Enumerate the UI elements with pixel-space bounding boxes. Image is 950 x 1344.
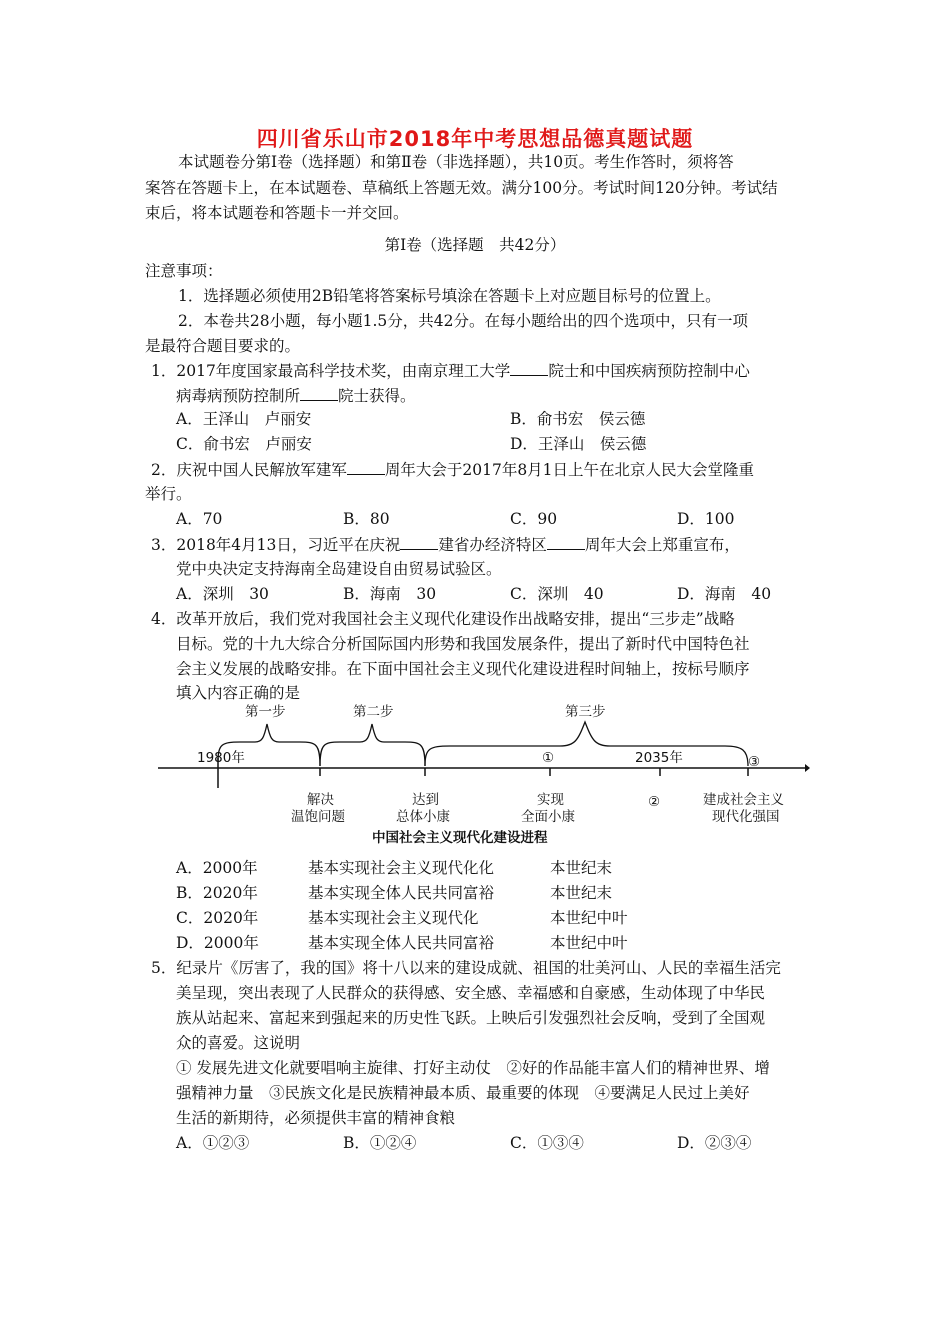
q1-blank-2 — [300, 385, 338, 401]
q2-line-1 — [151, 459, 754, 480]
step-3-label: 第三步 — [565, 704, 606, 720]
q3-blank-2 — [547, 534, 585, 550]
q5-line-2: 美呈现，突出表现了人民群众的获得感、安全感、幸福感和自豪感，生动体现了中华民 — [176, 984, 766, 1002]
label-qiangguo-b: 现代化强国 — [712, 809, 780, 825]
q1-option-a: A．王泽山 卢丽安 — [176, 410, 312, 428]
q4-option-a-year: A．2000年 — [176, 859, 258, 877]
brace-step-3 — [425, 722, 748, 766]
q4-line-3: 会主义发展的战略安排。在下面中国社会主义现代化建设进程时间轴上，按标号顺序 — [176, 660, 750, 678]
intro-line-3: 束后，将本试题卷和答题卡一并交回。 — [145, 204, 409, 222]
q2-option-b: B．80 — [343, 510, 390, 528]
q5-line-1: 5．纪录片《厉害了，我的国》将十八以来的建设成就、祖国的壮美河山、人民的幸福生活完 — [151, 959, 781, 977]
timeline-caption: 中国社会主义现代化建设进程 — [372, 830, 548, 846]
q4-option-d-end: 本世纪中叶 — [550, 934, 628, 952]
timeline-arrow — [805, 764, 810, 772]
label-wenbao-a: 解决 — [307, 792, 334, 808]
q4-option-d-year: D．2000年 — [176, 934, 259, 952]
step-2-label: 第二步 — [353, 704, 394, 720]
q2-blank — [347, 459, 385, 475]
q2-option-a: A．70 — [176, 510, 223, 528]
q2-option-d: D．100 — [677, 510, 735, 528]
q3-text-b: 建省办经济特区 — [438, 536, 547, 554]
q1-line-2 — [176, 385, 416, 406]
q4-option-a-end: 本世纪末 — [550, 859, 613, 877]
q5-option-c: C．①③④ — [510, 1134, 584, 1152]
step-1-label: 第一步 — [245, 704, 286, 720]
notes-item-1: 1．选择题必须使用2B铅笔将答案标号填涂在答题卡上对应题目标号的位置上。 — [178, 287, 721, 305]
q3-line-1 — [151, 534, 740, 555]
timeline-diagram — [150, 700, 810, 850]
q1-text-b: 院士和中国疾病预防控制中心 — [548, 362, 750, 380]
q2-line-2: 举行。 — [145, 485, 192, 503]
q4-line-4: 填入内容正确的是 — [176, 684, 301, 702]
q5-option-a: A．①②③ — [176, 1134, 250, 1152]
q3-option-d: D．海南 40 — [677, 585, 772, 603]
q1-text-a: 1．2017年度国家最高科学技术奖，由南京理工大学 — [151, 362, 511, 380]
notes-heading: 注意事项： — [145, 262, 223, 280]
mark-3: ③ — [748, 754, 761, 770]
q1-blank-1 — [510, 360, 548, 376]
q1-option-c: C．俞书宏 卢丽安 — [176, 435, 312, 453]
q4-option-d-mid: 基本实现全体人民共同富裕 — [308, 934, 495, 952]
q3-text-a: 3．2018年4月13日，习近平在庆祝 — [151, 536, 401, 554]
q1-option-b: B．俞书宏 侯云德 — [510, 410, 646, 428]
label-zongti-a: 达到 — [412, 792, 439, 808]
mark-2: ② — [648, 794, 661, 810]
q1-option-d: D．王泽山 侯云德 — [510, 435, 647, 453]
q2-text-a: 2．庆祝中国人民解放军建军 — [151, 461, 347, 479]
q4-option-c-year: C．2020年 — [176, 909, 259, 927]
mark-1: ① — [542, 750, 555, 766]
q4-option-b-mid: 基本实现全体人民共同富裕 — [308, 884, 495, 902]
q5-line-4: 众的喜爱。这说明 — [176, 1034, 301, 1052]
q4-option-b-end: 本世纪末 — [550, 884, 613, 902]
label-qiangguo-a: 建成社会主义 — [703, 792, 784, 808]
notes-item-2-line-2: 是最符合题目要求的。 — [145, 337, 301, 355]
label-quanmian-a: 实现 — [537, 792, 564, 808]
intro-line-1: 本试题卷分第Ⅰ卷（选择题）和第Ⅱ卷（非选择题），共10页。考生作答时，须将答 — [178, 153, 734, 171]
page-title: 四川省乐山市2018年中考思想品德真题试题 — [256, 127, 694, 151]
q3-option-a: A．深圳 30 — [176, 585, 269, 603]
q4-line-1: 4．改革开放后，我们党对我国社会主义现代化建设作出战略安排，提出“三步走”战略 — [151, 610, 735, 628]
q3-option-b: B．海南 30 — [343, 585, 437, 603]
q1-text-d: 院士获得。 — [338, 387, 416, 405]
q1-text-c: 病毒病预防控制所 — [176, 387, 301, 405]
q5-line-3: 族从站起来、富起来到强起来的历史性飞跃。上映后引发强烈社会反响，受到了全国观 — [176, 1009, 766, 1027]
q3-blank-1 — [400, 534, 438, 550]
q5-line-5: ① 发展先进文化就要唱响主旋律、打好主动仗 ②好的作品能丰富人们的精神世界、增 — [176, 1059, 770, 1077]
q1-line-1 — [151, 360, 750, 381]
q5-line-6: 强精神力量 ③民族文化是民族精神最本质、最重要的体现 ④要满足人民过上美好 — [176, 1084, 750, 1102]
q4-option-c-end: 本世纪中叶 — [550, 909, 628, 927]
q4-option-a-mid: 基本实现社会主义现代化化 — [308, 859, 495, 877]
q3-text-c: 周年大会上郑重宣布， — [584, 536, 740, 554]
intro-line-2: 案答在答题卡上，在本试题卷、草稿纸上答题无效。满分100分。考试时间120分钟。考试结 — [145, 179, 778, 197]
q3-line-2: 党中央决定支持海南全岛建设自由贸易试验区。 — [176, 560, 502, 578]
label-quanmian-b: 全面小康 — [521, 809, 575, 825]
q5-line-7: 生活的新期待，必须提供丰富的精神食粮 — [176, 1109, 456, 1127]
q2-option-c: C．90 — [510, 510, 558, 528]
brace-step-2 — [320, 724, 425, 766]
q5-option-d: D．②③④ — [677, 1134, 752, 1152]
year-2035: 2035年 — [635, 750, 683, 766]
notes-item-2-line-1: 2．本卷共28小题，每小题1.5分，共42分。在每小题给出的四个选项中，只有一项 — [178, 312, 748, 330]
q4-option-b-year: B．2020年 — [176, 884, 258, 902]
year-1980: 1980年 — [197, 750, 245, 766]
q5-option-b: B．①②④ — [343, 1134, 417, 1152]
label-zongti-b: 总体小康 — [396, 809, 450, 825]
q3-option-c: C．深圳 40 — [510, 585, 604, 603]
q2-text-b: 周年大会于2017年8月1日上午在北京人民大会堂隆重 — [384, 461, 755, 479]
q4-line-2: 目标。党的十九大综合分析国际国内形势和我国发展条件，提出了新时代中国特色社 — [176, 635, 750, 653]
section-header: 第Ⅰ卷（选择题 共42分） — [384, 236, 566, 254]
q4-option-c-mid: 基本实现社会主义现代化 — [308, 909, 479, 927]
label-wenbao-b: 温饱问题 — [291, 809, 345, 825]
